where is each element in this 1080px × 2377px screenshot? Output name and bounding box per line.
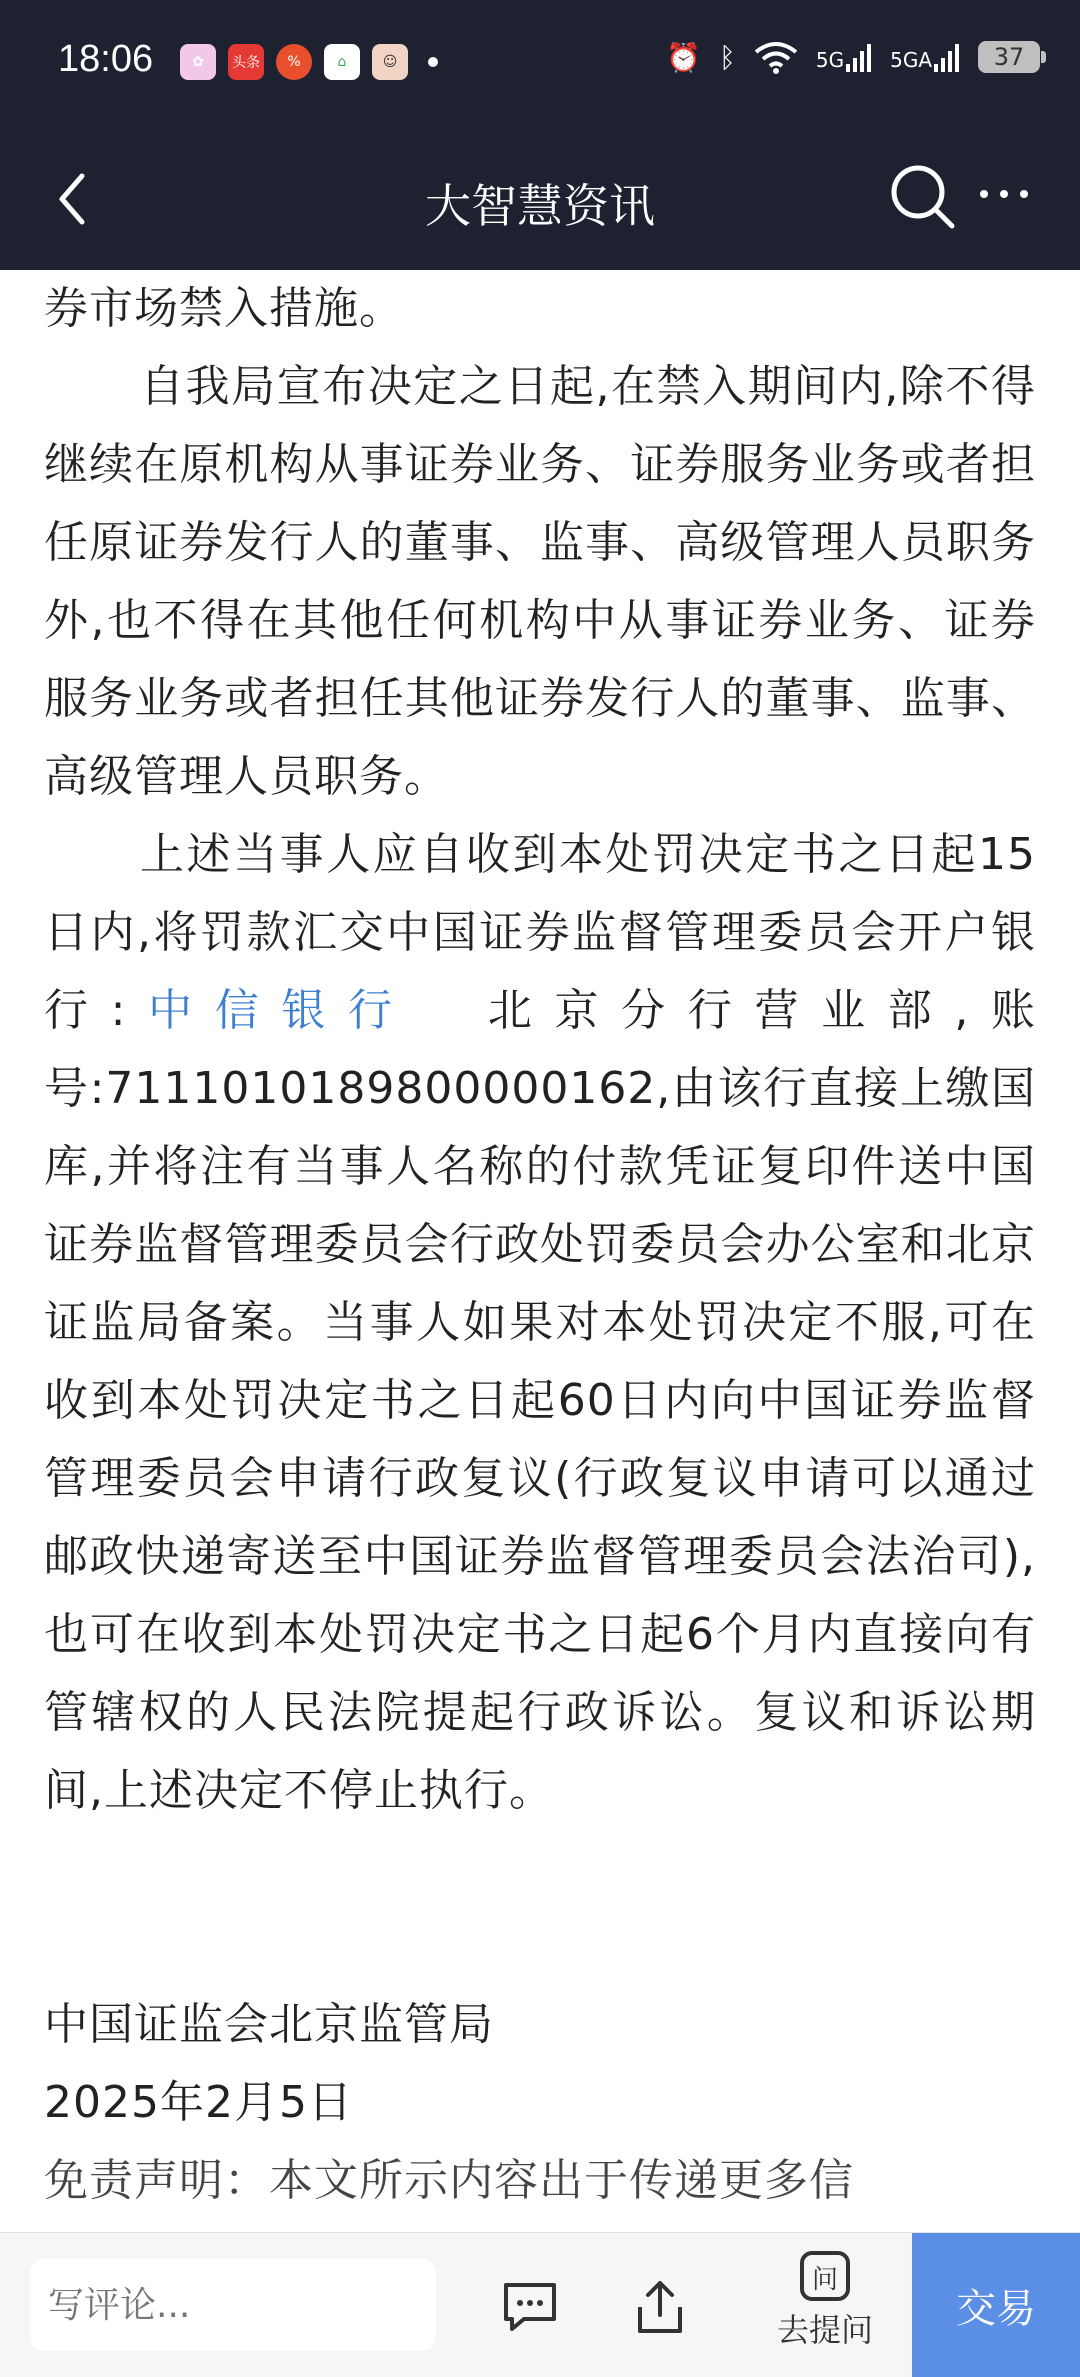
more-button[interactable] xyxy=(980,190,1028,198)
trade-button[interactable]: 交易 xyxy=(912,2233,1080,2377)
alarm-icon: ⏰ xyxy=(666,40,702,74)
article-date: 2025年2月5日 xyxy=(44,2077,353,2128)
nav-bar xyxy=(0,130,1080,270)
article-body xyxy=(44,270,1036,2230)
toutiao-app-icon: 头条 xyxy=(228,44,264,80)
home-app-icon: ⌂ xyxy=(324,44,360,80)
more-dot-icon xyxy=(1020,190,1028,198)
payment-text-a: 上述当事人应自收到本处罚决定书之日起15日内,将罚款汇交中国证券监督管理委员会开户银行: xyxy=(44,829,1036,1036)
search-button[interactable] xyxy=(888,162,958,232)
more-dot-icon xyxy=(1000,190,1008,198)
status-bar xyxy=(0,0,1080,130)
bank-link[interactable]: 中信银行 xyxy=(126,985,415,1036)
comment-icon xyxy=(498,2275,562,2339)
bluetooth-icon: ᛒ xyxy=(719,40,736,74)
share-button[interactable] xyxy=(620,2267,700,2347)
more-notifications-icon xyxy=(428,57,438,67)
article-paragraph-fragment: 券市场禁入措施。 xyxy=(44,283,404,334)
search-icon xyxy=(888,162,958,232)
page-title: 大智慧资讯 xyxy=(425,179,655,233)
disclaimer-text: 免责声明：本文所示内容出于传递更多信 xyxy=(44,2155,854,2206)
payment-text-b: 北京分行营业部,账号:7111010189800000162,由该行直接上缴国库,并将注有当事人名称的付款凭证复印件送中国证券监督管理委员会行政处罚委员会办公室和北京证监局备案。当事人如果对本处罚决定不服,可在收到本处罚决定书之日起60日内向中国证券监督管理委员会申请行政复议(行政复议申请可以通过邮政快递寄送至中国证券监督管理委员会法治司),也可在收到本处罚决定书之日起6个月内直接向有管辖权的人民法院提起行政诉讼。复议和诉讼期间,上述决定不停止执行。 xyxy=(44,985,1036,1816)
gallery-app-icon: ✿ xyxy=(180,44,216,80)
battery-icon: 37 xyxy=(978,41,1040,73)
ask-label: 去提问 xyxy=(776,2311,873,2349)
avatar-app-icon: ☺ xyxy=(372,44,408,80)
article-signature: 中国证监会北京监管局 xyxy=(44,1999,494,2050)
wifi-icon xyxy=(754,40,798,74)
status-time: 18:06 xyxy=(58,38,154,80)
status-right-icons xyxy=(666,40,1040,74)
article-spacer xyxy=(44,1830,1036,1986)
article-paragraph-payment xyxy=(44,816,1036,1830)
bottom-bar xyxy=(0,2232,1080,2377)
share-icon xyxy=(628,2275,692,2339)
ask-icon: 问 xyxy=(800,2251,850,2301)
comments-button[interactable] xyxy=(490,2267,570,2347)
signal-5ga-icon: 5GA xyxy=(890,42,960,72)
comment-input[interactable] xyxy=(30,2259,436,2351)
ask-question-button[interactable] xyxy=(760,2251,890,2351)
percent-app-icon: % xyxy=(276,44,312,80)
article-paragraph-ban: 自我局宣布决定之日起,在禁入期间内,除不得继续在原机构从事证券业务、证券服务业务或者担任原证券发行人的董事、监事、高级管理人员职务外,也不得在其他任何机构中从事证券业务、证券服务业务或者担任其他证券发行人的董事、监事、高级管理人员职务。 xyxy=(44,361,1036,802)
notification-icons xyxy=(180,44,438,80)
signal-5g-icon: 5G xyxy=(816,42,872,72)
more-dot-icon xyxy=(980,190,988,198)
